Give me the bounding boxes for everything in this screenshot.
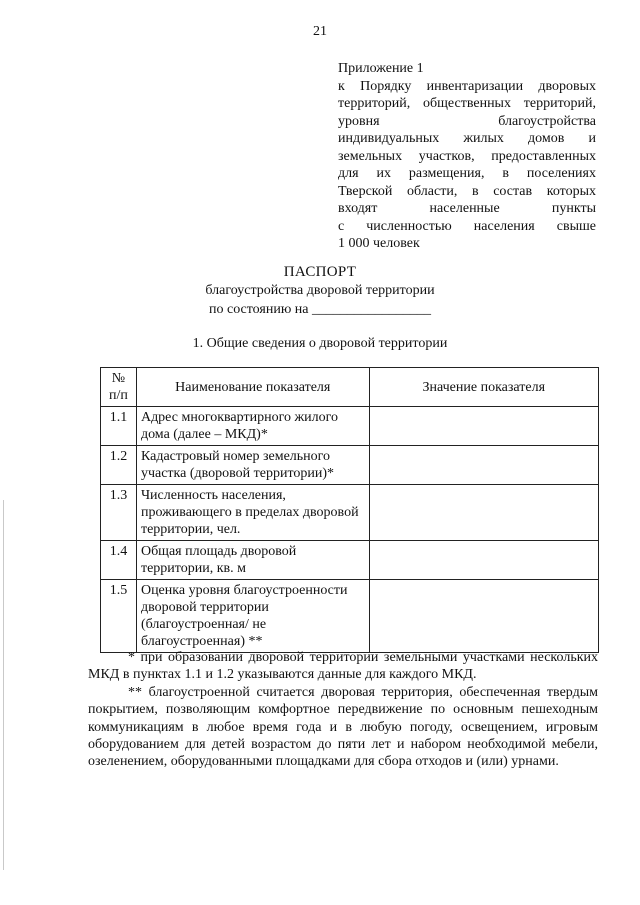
row-value: [369, 485, 598, 541]
section-title: 1. Общие сведения о дворовой территории: [192, 336, 448, 351]
passport-title: ПАСПОРТ: [283, 264, 357, 280]
footnote-double-star: ** благоустроенной считается дворовая территория, обеспеченная твердым покрытием, позволяющим комфортное передвижение по основным пешеходным коммуникациям в любое время года и в любую погоду, освещением, игровым оборудованием для детей возрастом до пяти лет и набором необходимой мебели, озеленением, оборудованными площадками для сбора отходов и (или) урнами.: [88, 684, 598, 770]
row-name: Кадастровый номер земельного участка (дворовой территории)*: [136, 446, 369, 485]
appendix-title: Приложение 1: [338, 61, 424, 76]
passport-as-of: по состоянию на _________________: [208, 302, 432, 317]
appendix-line: к Порядку инвентаризации дворовых: [338, 78, 596, 94]
row-value: [369, 580, 598, 653]
appendix-line: для их размещения, в поселениях: [338, 166, 596, 181]
table-row: [101, 485, 599, 541]
table-row: [101, 580, 599, 653]
appendix-line: уровня благоустройства: [338, 113, 596, 129]
table-row: [101, 407, 599, 446]
appendix-line: входят населенные пункты: [338, 201, 596, 216]
footnote-single-star: * при образовании дворовой территории земельными участками нескольких МКД в пунктах 1.1 и 1.2 указываются данные для каждого МКД.: [88, 650, 598, 683]
footnotes: [88, 649, 598, 771]
table-header-row: [101, 368, 599, 407]
page-number: 21: [313, 24, 327, 39]
header-num: № п/п: [101, 368, 137, 407]
row-num: 1.3: [101, 485, 137, 541]
scan-artifact-line: [3, 500, 4, 870]
header-value: Значение показателя: [369, 368, 598, 407]
row-name: Адрес многоквартирного жилого дома (далее – МКД)*: [136, 407, 369, 446]
row-num: 1.2: [101, 446, 137, 485]
appendix-line: индивидуальных жилых домов и: [338, 131, 596, 146]
appendix-line: территорий, общественных территорий,: [338, 96, 596, 111]
general-info-table: [100, 367, 599, 653]
passport-header: [0, 263, 640, 319]
row-value: [369, 407, 598, 446]
appendix-lines: [338, 78, 596, 253]
appendix-line: с численностью населения свыше: [338, 218, 596, 234]
row-value: [369, 541, 598, 580]
table-row: [101, 446, 599, 485]
row-num: 1.5: [101, 580, 137, 653]
appendix-line: земельных участков, предоставленных: [338, 148, 596, 164]
appendix-line: Тверской области, в состав которых: [338, 183, 596, 199]
table-row: [101, 541, 599, 580]
row-num: 1.4: [101, 541, 137, 580]
row-name: Оценка уровня благоустроенности дворовой территории (благоустроенная/ не благоустроенная) **: [136, 580, 369, 653]
row-name: Общая площадь дворовой территории, кв. м: [136, 541, 369, 580]
appendix-block: [338, 60, 596, 253]
header-name: Наименование показателя: [136, 368, 369, 407]
row-value: [369, 446, 598, 485]
row-name: Численность населения, проживающего в пределах дворовой территории, чел.: [136, 485, 369, 541]
appendix-line: 1 000 человек: [338, 236, 420, 251]
passport-subtitle: благоустройства дворовой территории: [205, 283, 435, 298]
row-num: 1.1: [101, 407, 137, 446]
